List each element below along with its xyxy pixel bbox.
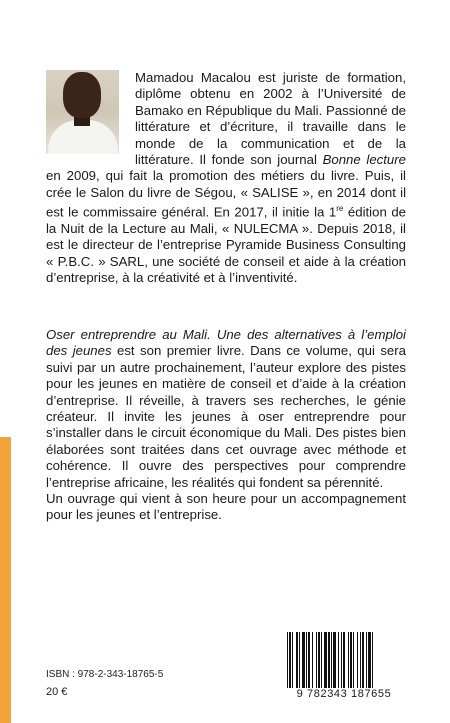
book-blurb (46, 327, 406, 524)
blurb-text-1: est son premier livre. Dans ce volume, qui sera suivi par un autre prochainement, l’auteur explore des pistes pour les jeunes en matière de conseil et d’aide à la création d’entreprise. Il réveille, à travers ses recherches, le génie créateur. Il invite les jeunes à oser entreprendre pour s’installer dans le circuit économique du Mali. Des pistes bien élaborées sont traitées dans cet ouvrage avec méthode et cohérence. Il ouvre des perspectives pour comprendre l’entreprise africaine, les réalités qui fondent sa pérennité. (46, 343, 406, 490)
bio-text-1: Mamadou Macalou est juriste de formation, diplôme obtenu en 2002 à l’Université de Bamako en République du Mali. Passionné de littérature et d’écriture, il travaille dans le monde de la communication et de la littérature. Il fonde son journal (135, 70, 406, 168)
edition-superscript: re (336, 204, 344, 214)
author-photo (46, 70, 119, 154)
barcode-number: 9 782343 187655 (283, 688, 405, 700)
blurb-paragraph-2: Un ouvrage qui vient à son heure pour un accompagnement pour les jeunes et l’entreprise. (46, 491, 406, 523)
blurb-paragraph-1 (46, 327, 406, 491)
book-title: Oser entreprendre au Mali. Une des alternatives à l’emploi des jeunes (46, 327, 406, 359)
orange-edge-bar (0, 437, 11, 723)
journal-title: Bonne lecture (322, 152, 406, 168)
book-info (46, 668, 163, 699)
bio-text-2: en 2009, qui fait la promotion des métiers du livre. Puis, il crée le Salon du livre de Ségou, « SALISE », en 2014 dont il est le commissaire général. En 2017, il initie la 1 (46, 168, 406, 220)
isbn-text: ISBN : 978-2-343-18765-5 (46, 669, 164, 680)
price-text: 20 € (46, 686, 68, 698)
bio-text-3: édition de la Nuit de la Lecture au Mali, « NULECMA ». Depuis 2018, il est le directeur de l’entreprise Pyramide Business Consulting « P.B.C. » SARL, une société de conseil et aide à la création d’entreprise, à la créativité et à l’inventivité. (46, 204, 406, 286)
